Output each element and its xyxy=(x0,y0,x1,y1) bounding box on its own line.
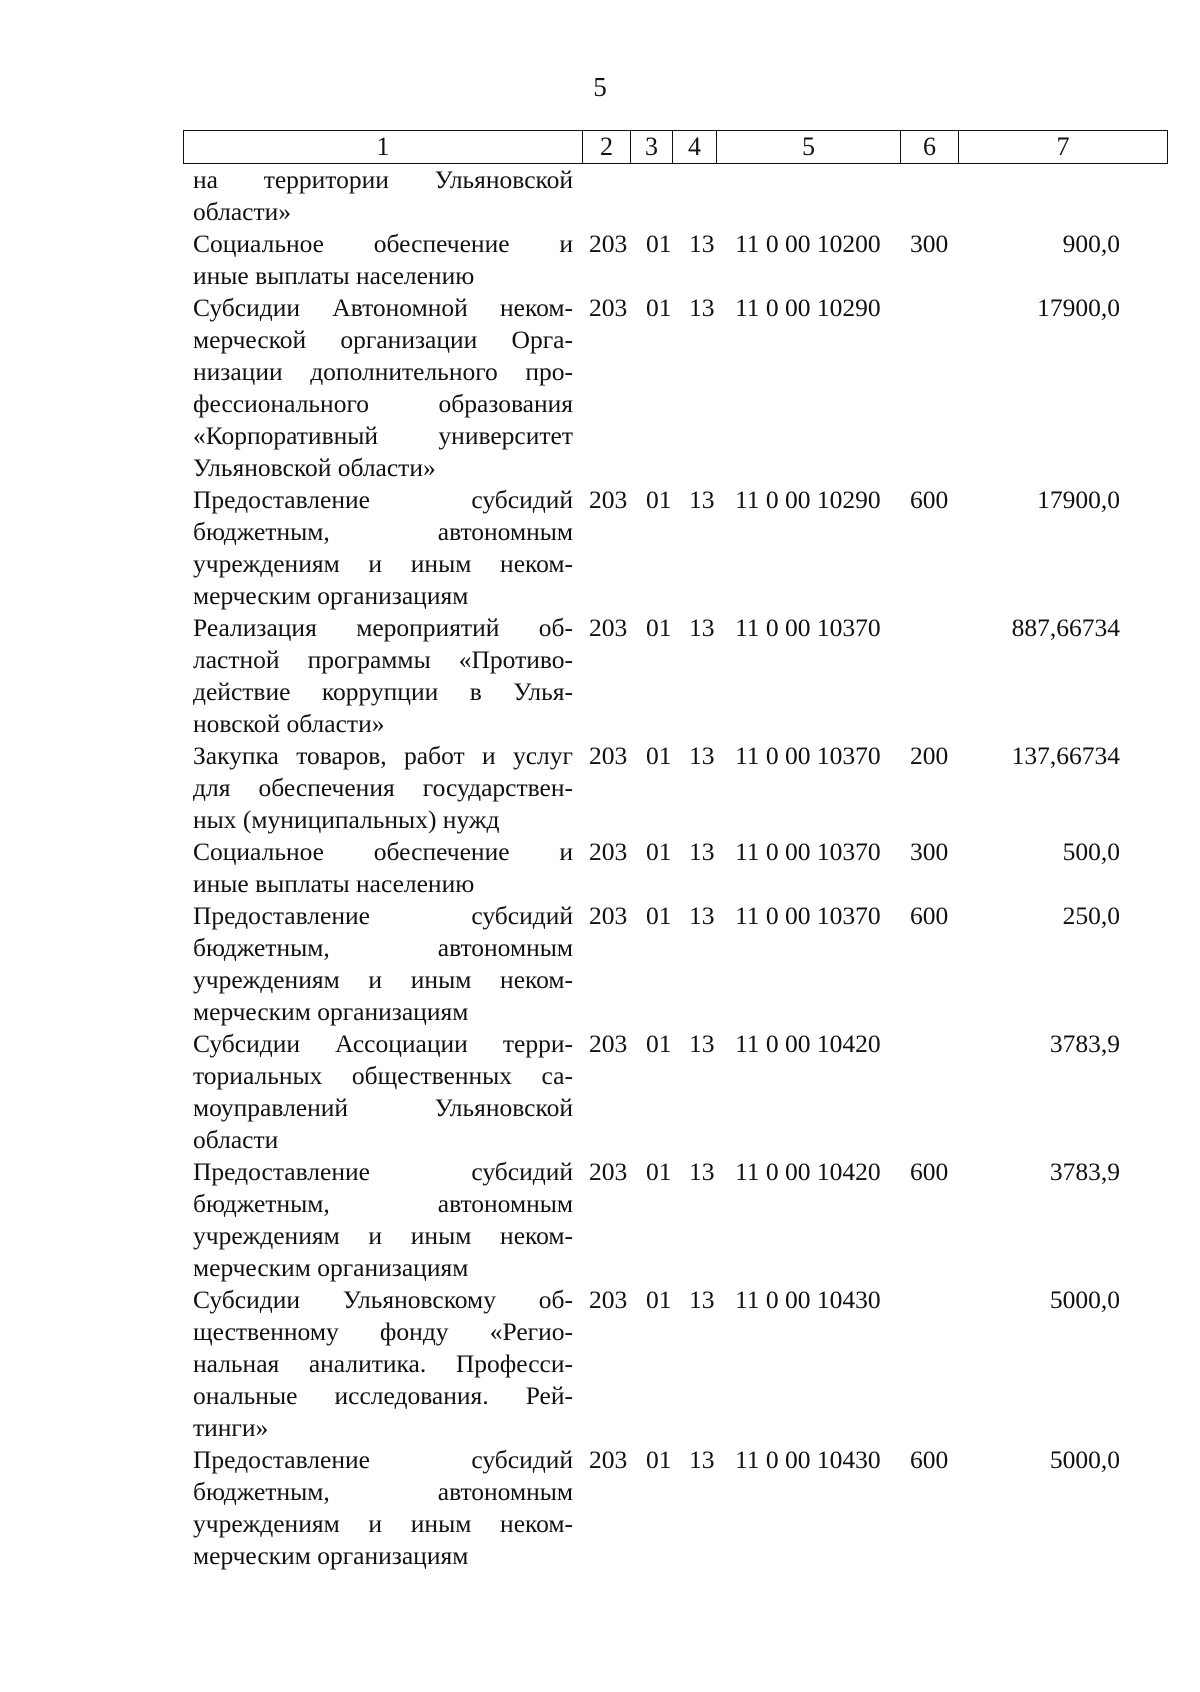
description-line: Закупка товаров, работ и услуг xyxy=(193,741,573,770)
code-subsection: 13 xyxy=(689,613,715,642)
description-line: мерческим организациям xyxy=(193,997,469,1026)
amount: 137,66734 xyxy=(1011,741,1120,770)
page-number: 5 xyxy=(593,72,607,102)
description-line: ластной программы «Противо- xyxy=(193,645,573,674)
code-section: 01 xyxy=(646,901,672,930)
row-description xyxy=(193,836,573,900)
code-section: 01 xyxy=(646,485,672,514)
code-subsection: 13 xyxy=(689,901,715,930)
code-target-article: 11 0 00 10370 xyxy=(735,741,881,770)
row-description xyxy=(193,1028,573,1156)
amount: 3783,9 xyxy=(1049,1029,1120,1058)
code-target-article: 11 0 00 10430 xyxy=(735,1445,881,1474)
description-line: учреждениям и иным неком- xyxy=(193,965,573,994)
code-glavbs: 203 xyxy=(589,741,628,770)
description-line: учреждениям и иным неком- xyxy=(193,549,573,578)
code-expense-type: 300 xyxy=(910,229,949,258)
table-row xyxy=(0,484,1200,612)
code-section: 01 xyxy=(646,293,672,322)
code-subsection: 13 xyxy=(689,1285,715,1314)
code-section: 01 xyxy=(646,229,672,258)
code-section: 01 xyxy=(646,741,672,770)
code-expense-type: 600 xyxy=(910,485,949,514)
code-glavbs: 203 xyxy=(589,901,628,930)
code-target-article: 11 0 00 10370 xyxy=(735,837,881,866)
description-line: бюджетным, автономным xyxy=(193,933,573,962)
code-target-article: 11 0 00 10430 xyxy=(735,1285,881,1314)
code-glavbs: 203 xyxy=(589,837,628,866)
description-line: Социальное обеспечение и xyxy=(193,229,573,258)
description-line: бюджетным, автономным xyxy=(193,1477,573,1506)
description-line: тинги» xyxy=(193,1413,269,1442)
row-description xyxy=(193,1284,573,1444)
description-line: ных (муниципальных) нужд xyxy=(193,805,500,834)
code-target-article: 11 0 00 10290 xyxy=(735,293,881,322)
amount: 17900,0 xyxy=(1037,293,1120,322)
description-line: моуправлений Ульяновской xyxy=(193,1093,573,1122)
description-line: «Корпоративный университет xyxy=(193,421,573,450)
code-target-article: 11 0 00 10370 xyxy=(735,613,881,642)
code-target-article: 11 0 00 10200 xyxy=(735,229,881,258)
description-line: Субсидии Ульяновскому об- xyxy=(193,1285,573,1314)
code-section: 01 xyxy=(646,613,672,642)
table-row xyxy=(0,292,1200,484)
code-section: 01 xyxy=(646,837,672,866)
code-glavbs: 203 xyxy=(589,229,628,258)
table-row xyxy=(0,1156,1200,1284)
header-col-2: 2 xyxy=(583,131,631,164)
table-row xyxy=(0,836,1200,900)
description-line: на территории Ульяновской xyxy=(193,165,573,194)
description-line: Ульяновской области» xyxy=(193,453,436,482)
description-line: для обеспечения государствен- xyxy=(193,773,573,802)
table-row xyxy=(0,612,1200,740)
amount: 250,0 xyxy=(1062,901,1120,930)
table-row xyxy=(0,1444,1200,1572)
description-line: низации дополнительного про- xyxy=(193,357,573,386)
description-line: мерческим организациям xyxy=(193,581,469,610)
table-row xyxy=(0,1028,1200,1156)
amount: 887,66734 xyxy=(1011,613,1120,642)
description-line: Субсидии Автономной неком- xyxy=(193,293,573,322)
header-col-7: 7 xyxy=(959,131,1168,164)
code-expense-type: 200 xyxy=(910,741,949,770)
code-subsection: 13 xyxy=(689,1029,715,1058)
row-description xyxy=(193,1444,573,1572)
code-expense-type: 600 xyxy=(910,1157,949,1186)
row-description xyxy=(193,612,573,740)
code-glavbs: 203 xyxy=(589,293,628,322)
code-subsection: 13 xyxy=(689,229,715,258)
row-description xyxy=(193,292,573,484)
row-description xyxy=(193,900,573,1028)
description-line: ториальных общественных са- xyxy=(193,1061,573,1090)
description-line: Субсидии Ассоциации терри- xyxy=(193,1029,573,1058)
description-line: мерческой организации Орга- xyxy=(193,325,573,354)
code-glavbs: 203 xyxy=(589,1285,628,1314)
description-line: иные выплаты населению xyxy=(193,261,475,290)
code-expense-type: 300 xyxy=(910,837,949,866)
header-col-1: 1 xyxy=(184,131,583,164)
description-line: ональные исследования. Рей- xyxy=(193,1381,573,1410)
table-row xyxy=(0,228,1200,292)
header-col-4: 4 xyxy=(673,131,717,164)
code-target-article: 11 0 00 10420 xyxy=(735,1157,881,1186)
description-line: бюджетным, автономным xyxy=(193,1189,573,1218)
code-subsection: 13 xyxy=(689,485,715,514)
code-subsection: 13 xyxy=(689,1445,715,1474)
code-expense-type: 600 xyxy=(910,1445,949,1474)
description-line: мерческим организациям xyxy=(193,1253,469,1282)
row-description xyxy=(193,228,573,292)
table-row xyxy=(0,740,1200,836)
code-target-article: 11 0 00 10420 xyxy=(735,1029,881,1058)
description-line: фессионального образования xyxy=(193,389,573,418)
code-glavbs: 203 xyxy=(589,485,628,514)
table-row xyxy=(0,164,1200,228)
amount: 5000,0 xyxy=(1049,1445,1120,1474)
table-row xyxy=(0,900,1200,1028)
row-description xyxy=(193,740,573,836)
description-line: действие коррупции в Улья- xyxy=(193,677,573,706)
code-glavbs: 203 xyxy=(589,1157,628,1186)
code-subsection: 13 xyxy=(689,293,715,322)
description-line: Социальное обеспечение и xyxy=(193,837,573,866)
row-description xyxy=(193,1156,573,1284)
description-line: иные выплаты населению xyxy=(193,869,475,898)
description-line: области xyxy=(193,1125,279,1154)
header-col-3: 3 xyxy=(631,131,673,164)
amount: 5000,0 xyxy=(1049,1285,1120,1314)
code-subsection: 13 xyxy=(689,741,715,770)
description-line: Предоставление субсидий xyxy=(193,485,573,514)
code-target-article: 11 0 00 10370 xyxy=(735,901,881,930)
description-line: области» xyxy=(193,197,291,226)
table-header xyxy=(183,130,1168,164)
code-section: 01 xyxy=(646,1445,672,1474)
description-line: новской области» xyxy=(193,709,385,738)
code-target-article: 11 0 00 10290 xyxy=(735,485,881,514)
row-description xyxy=(193,164,573,228)
row-description xyxy=(193,484,573,612)
description-line: щественному фонду «Регио- xyxy=(193,1317,573,1346)
description-line: нальная аналитика. Професси- xyxy=(193,1349,573,1378)
amount: 900,0 xyxy=(1062,229,1120,258)
description-line: бюджетным, автономным xyxy=(193,517,573,546)
amount: 500,0 xyxy=(1062,837,1120,866)
code-glavbs: 203 xyxy=(589,1029,628,1058)
description-line: мерческим организациям xyxy=(193,1541,469,1570)
description-line: Предоставление субсидий xyxy=(193,901,573,930)
header-col-5: 5 xyxy=(717,131,901,164)
code-section: 01 xyxy=(646,1157,672,1186)
amount: 17900,0 xyxy=(1037,485,1120,514)
code-glavbs: 203 xyxy=(589,1445,628,1474)
code-expense-type: 600 xyxy=(910,901,949,930)
code-glavbs: 203 xyxy=(589,613,628,642)
description-line: Предоставление субсидий xyxy=(193,1157,573,1186)
description-line: Реализация мероприятий об- xyxy=(193,613,573,642)
code-section: 01 xyxy=(646,1029,672,1058)
header-col-6: 6 xyxy=(901,131,959,164)
description-line: Предоставление субсидий xyxy=(193,1445,573,1474)
code-section: 01 xyxy=(646,1285,672,1314)
code-subsection: 13 xyxy=(689,1157,715,1186)
table-row xyxy=(0,1284,1200,1444)
code-subsection: 13 xyxy=(689,837,715,866)
amount: 3783,9 xyxy=(1049,1157,1120,1186)
description-line: учреждениям и иным неком- xyxy=(193,1509,573,1538)
description-line: учреждениям и иным неком- xyxy=(193,1221,573,1250)
